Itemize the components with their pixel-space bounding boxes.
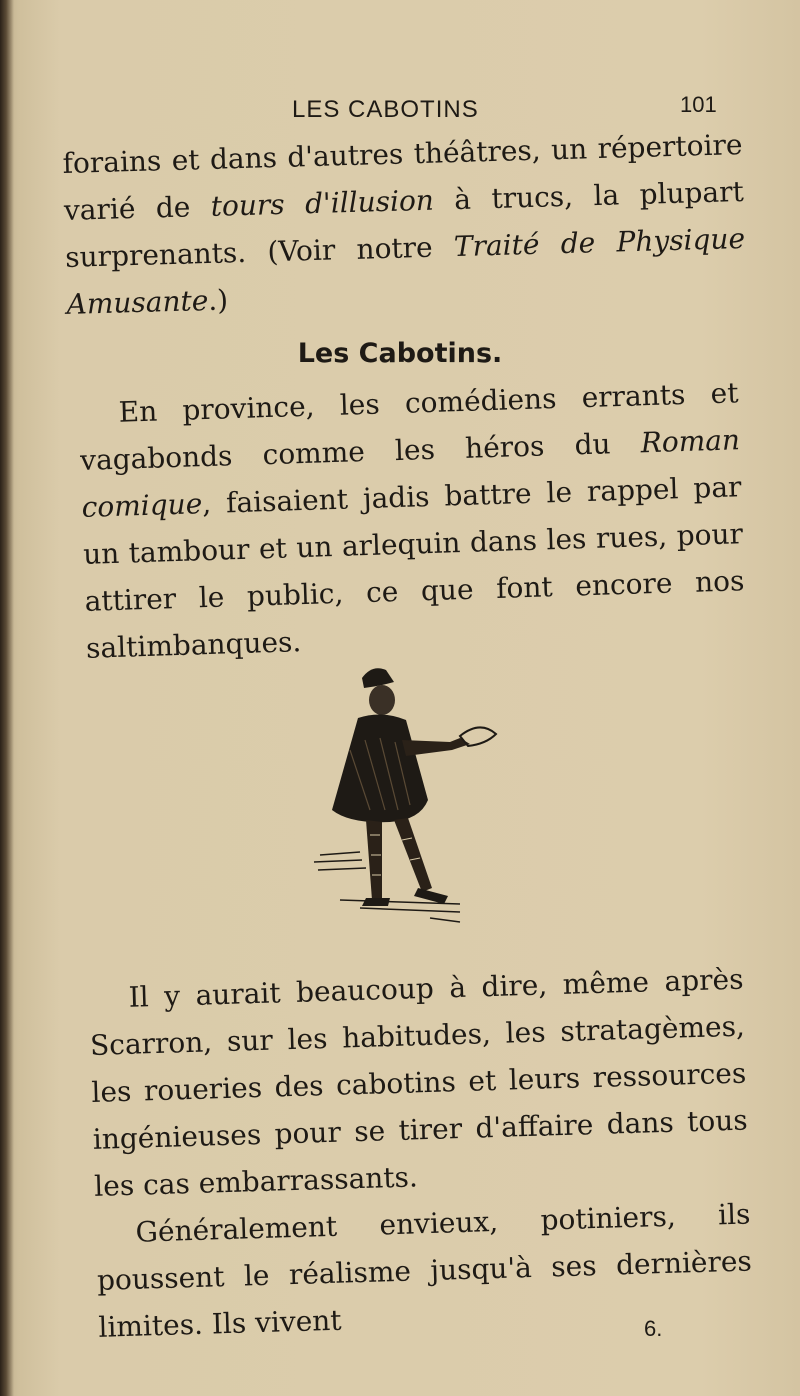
paragraph-continued [62,121,747,328]
text-segment: En province, les comédiens errants et vagabonds comme les héros du [79,376,739,477]
running-title: LES CABOTINS [292,96,479,123]
paragraph-cabotins [88,956,754,1351]
text-segment: .) [207,283,229,317]
paragraph-province [78,369,747,672]
italic-title: tours d'illusion [210,183,435,223]
paragraph-envious: Généralement envieux, potiniers, ils poussent le réalisme jusqu'à ses dernières limites. Ils vivent [96,1197,753,1344]
book-spine-shadow [0,0,14,1396]
street-performer-engraving-icon [310,660,510,940]
signature-mark: 6. [644,1316,663,1341]
paragraph-habits: Il y aurait beaucoup à dire, même après Scarron, sur les habitudes, les stratagèmes, les roueries des cabotins et leurs ressources ingénieuses pour se tirer d'affaire dans tous les cas embarrassants. [89,962,749,1203]
text-segment: à trucs, la plupart surprenants. (Voir notre [64,174,745,274]
section-heading: Les Cabotins. [297,338,503,369]
text-segment: , faisaient jadis battre le rappel par un tambour et un arlequin dans les rues, pour attirer le public, ce que font encore nos saltimbanques. [82,470,745,665]
italic-title: Roman comique [81,423,741,524]
text-segment: forains et dans d'autres théâtres, un répertoire varié de [62,128,743,227]
page-number: 101 [680,92,717,117]
italic-title: Traité de Physique Amusante [66,221,746,321]
